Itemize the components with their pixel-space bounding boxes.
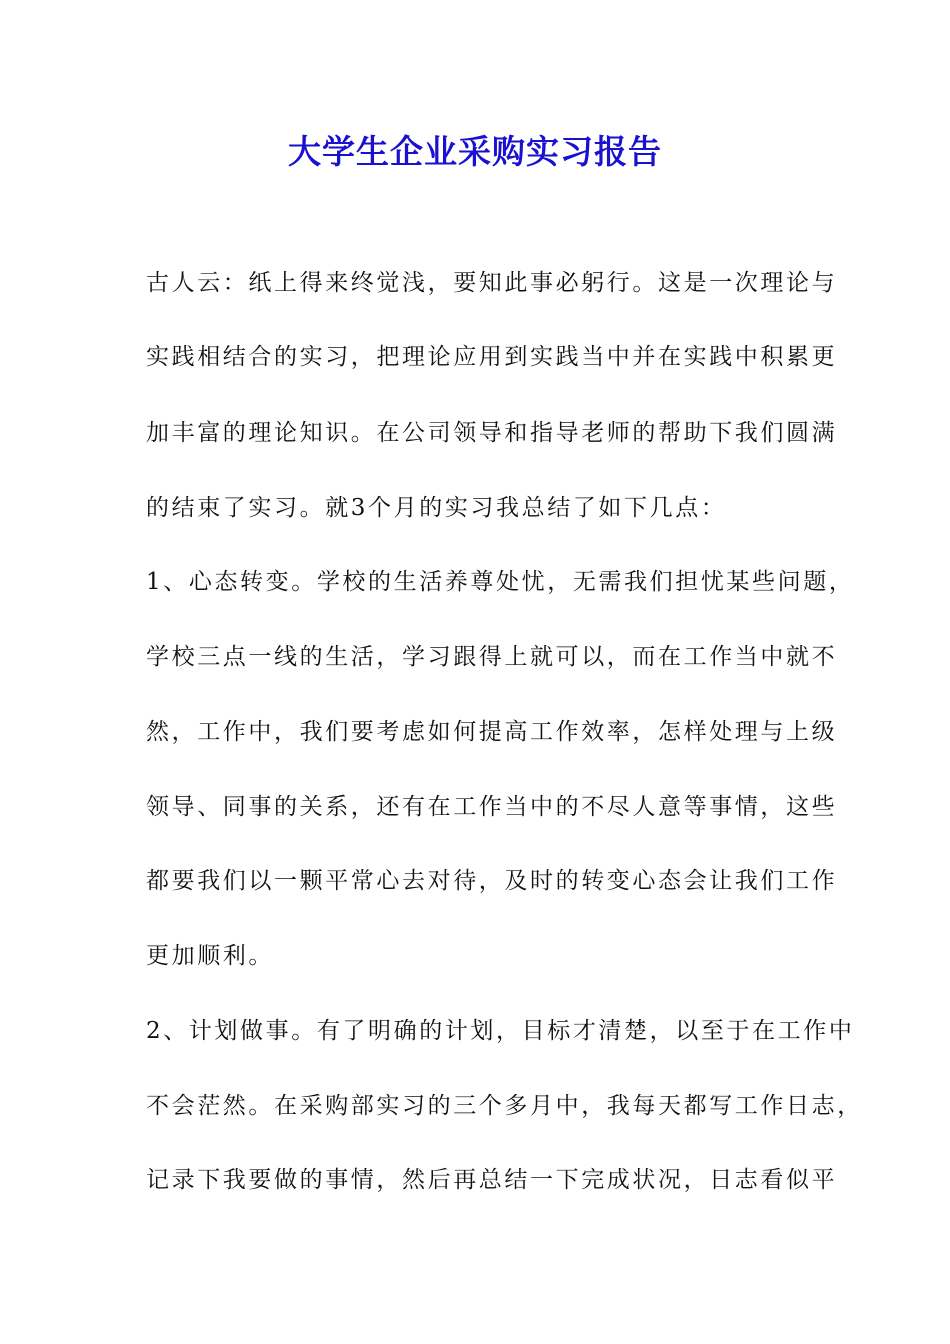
document-title: 大学生企业采购实习报告	[288, 132, 662, 171]
body-line: 记录下我要做的事情，然后再总结一下完成状况，日志看似平	[146, 1167, 838, 1193]
body-line: 2、计划做事。有了明确的计划，目标才清楚，以至于在工作中	[146, 1018, 855, 1044]
body-line: 更加顺利。	[146, 943, 274, 969]
body-line: 不会茫然。在采购部实习的三个多月中，我每天都写工作日志，	[146, 1093, 863, 1119]
body-line: 1、心态转变。学校的生活养尊处忧，无需我们担忧某些问题，	[146, 569, 855, 595]
body-line: 古人云：纸上得来终觉浅，要知此事必躬行。这是一次理论与	[146, 270, 838, 296]
body-line: 加丰富的理论知识。在公司领导和指导老师的帮助下我们圆满	[146, 420, 838, 446]
body-line: 都要我们以一颗平常心去对待，及时的转变心态会让我们工作	[146, 868, 838, 894]
body-line: 学校三点一线的生活，学习跟得上就可以，而在工作当中就不	[146, 644, 838, 670]
body-line: 的结束了实习。就3个月的实习我总结了如下几点：	[146, 495, 727, 521]
body-line: 然，工作中，我们要考虑如何提高工作效率，怎样处理与上级	[146, 719, 838, 745]
body-line: 实践相结合的实习，把理论应用到实践当中并在实践中积累更	[146, 344, 838, 370]
body-line: 领导、同事的关系，还有在工作当中的不尽人意等事情，这些	[146, 794, 838, 820]
